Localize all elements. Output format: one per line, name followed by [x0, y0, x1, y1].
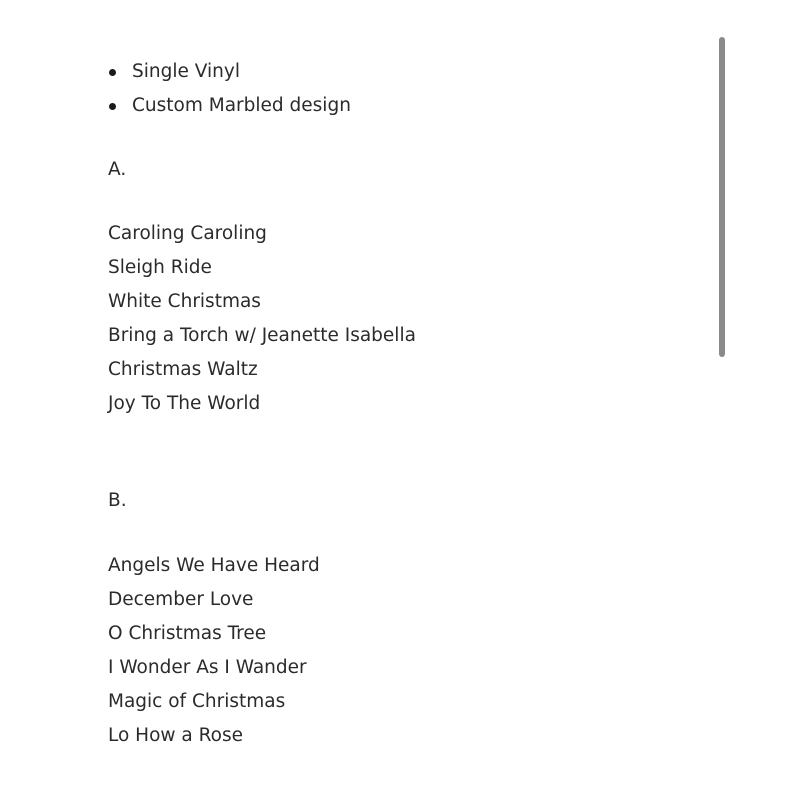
track-item: Caroling Caroling: [108, 223, 267, 244]
side-a-label: A.: [108, 159, 127, 180]
track-item: Magic of Christmas: [108, 691, 286, 712]
feature-text: Custom Marbled design: [132, 95, 351, 116]
track-item: Christmas Waltz: [108, 359, 258, 380]
feature-item: [108, 60, 351, 94]
scrollbar-thumb[interactable]: [719, 37, 725, 357]
feature-list: [108, 60, 351, 128]
bullet-icon: [109, 103, 116, 110]
track-item: Angels We Have Heard: [108, 555, 320, 576]
track-item: Lo How a Rose: [108, 725, 244, 746]
feature-text: Single Vinyl: [132, 61, 240, 82]
side-b-label: B.: [108, 490, 127, 511]
track-item: Bring a Torch w/ Jeanette Isabella: [108, 325, 416, 346]
track-item: Sleigh Ride: [108, 257, 212, 278]
track-item: I Wonder As I Wander: [108, 657, 307, 678]
feature-item: [108, 94, 351, 128]
bullet-icon: [109, 69, 116, 76]
side-b-tracklist: [108, 554, 320, 758]
track-item: Joy To The World: [108, 393, 261, 414]
track-item: December Love: [108, 589, 254, 610]
track-item: O Christmas Tree: [108, 623, 267, 644]
track-item: White Christmas: [108, 291, 261, 312]
side-a-tracklist: [108, 222, 416, 426]
